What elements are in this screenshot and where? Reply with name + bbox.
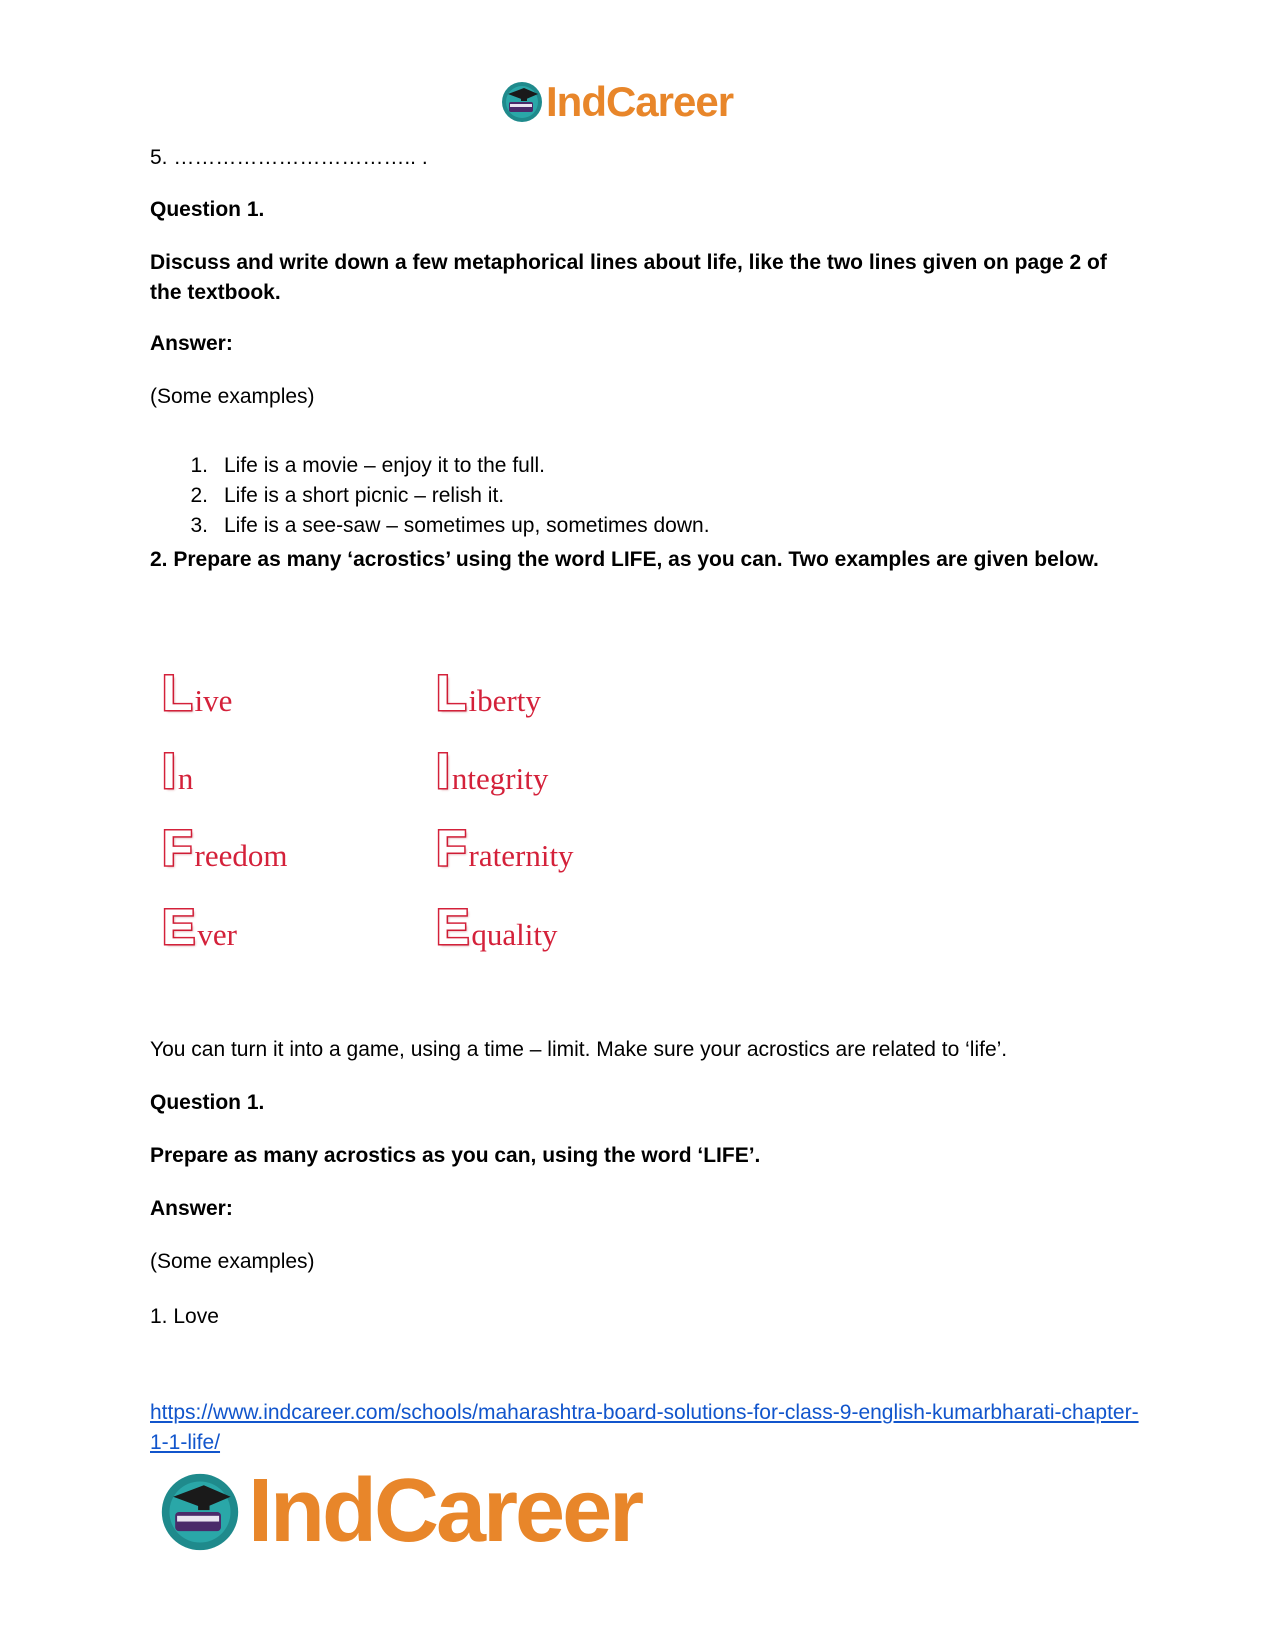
item-5: 5. …………………………….. . <box>150 146 428 169</box>
metaphor-list <box>150 451 710 541</box>
acrostic-equality: E quality <box>436 899 558 955</box>
answer-label: Answer: <box>150 332 233 355</box>
list-item: 1. Life is a movie – enjoy it to the full. <box>190 454 545 477</box>
logo-text: IndCareer <box>248 1461 642 1561</box>
question-1b-text: Prepare as many acrostics as you can, using the word ‘LIFE’. <box>150 1144 761 1167</box>
examples-label: (Some examples) <box>150 385 315 408</box>
header-logo <box>500 78 733 126</box>
question-2-text: 2. Prepare as many ‘acrostics’ using the word LIFE, as you can. Two examples are given below. <box>150 548 1099 571</box>
examples-label-2: (Some examples) <box>150 1250 315 1273</box>
acrostic-in: I n <box>162 743 194 799</box>
love-item: 1. Love <box>150 1305 219 1328</box>
acrostic-liberty: L iberty <box>436 665 541 721</box>
question-1b-title: Question 1. <box>150 1091 265 1114</box>
game-text: You can turn it into a game, using a time – limit. Make sure your acrostics are related to ‘life’. <box>150 1038 1008 1061</box>
question-1-title: Question 1. <box>150 198 265 221</box>
acrostic-live: L ive <box>162 665 233 721</box>
answer-label-2: Answer: <box>150 1197 233 1220</box>
question-1-text: Discuss and write down a few metaphorical lines about life, like the two lines given on page 2 of the textbook. <box>150 251 1107 304</box>
acrostic-ever: E ver <box>162 899 237 955</box>
list-item: 3. Life is a see-saw – sometimes up, sometimes down. <box>190 514 710 537</box>
footer-logo <box>158 1460 641 1563</box>
acrostic-freedom: F reedom <box>162 820 288 876</box>
acrostic-fraternity: F raternity <box>436 820 574 876</box>
graduation-cap-book-icon <box>500 80 544 124</box>
acrostic-integrity: I ntegrity <box>436 743 549 799</box>
logo-text: IndCareer <box>546 78 734 125</box>
graduation-cap-book-icon <box>158 1470 242 1554</box>
source-url-link[interactable]: https://www.indcareer.com/schools/maharashtra-board-solutions-for-class-9-english-kumarbharati-chapter-1-1-life/ <box>150 1401 1139 1454</box>
list-item: 2. Life is a short picnic – relish it. <box>190 484 505 507</box>
